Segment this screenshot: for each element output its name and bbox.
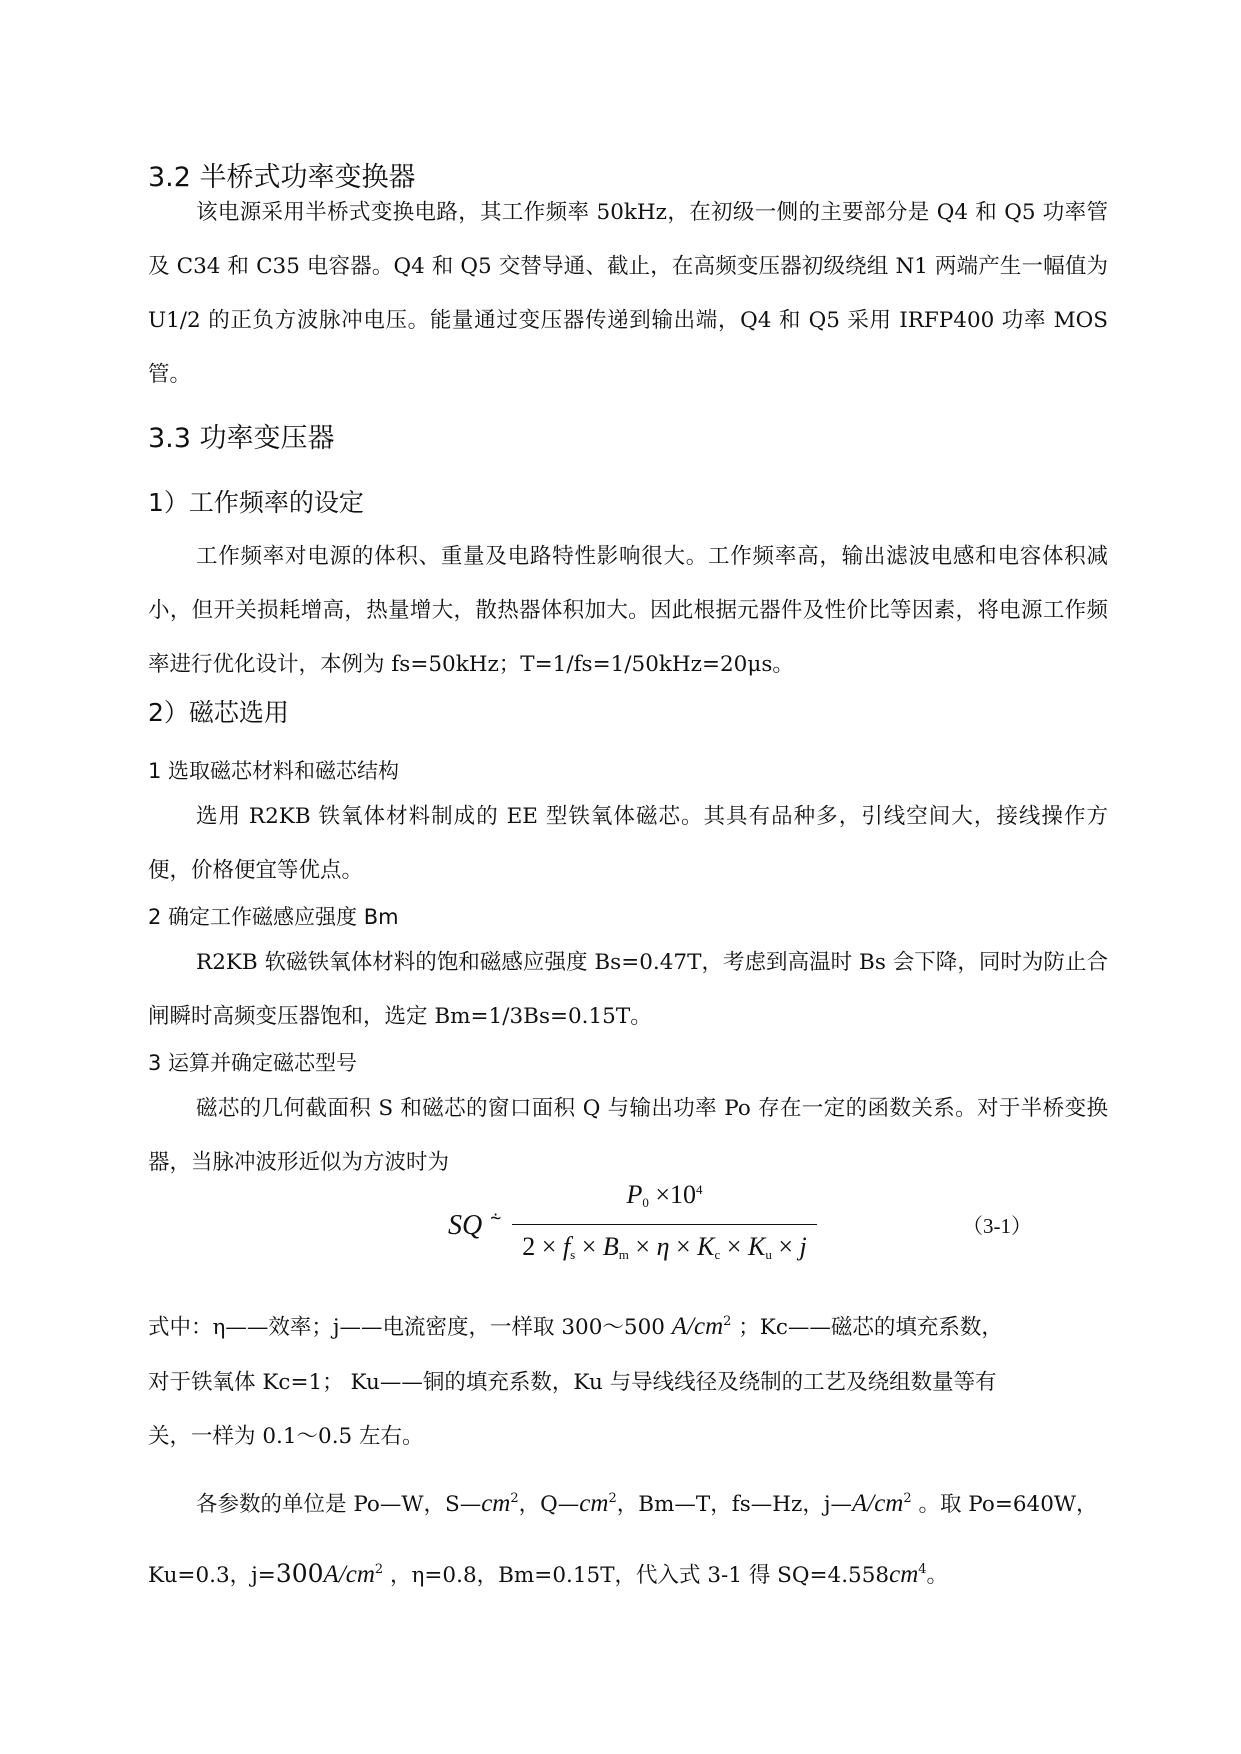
item-2-paragraph: R2KB 软磁铁氧体材料的饱和磁感应强度 Bs=0.47T，考虑到高温时 Bs 会下降，同时为防止合闸瞬时高频变压器饱和，选定 Bm=1/3Bs=0.15T。 [148, 950, 1108, 1029]
formula-numerator-sub: 0 [642, 1195, 649, 1210]
where-line-3: 关，一样为 0.1～0.5 左右。 [148, 1424, 424, 1449]
formula-lhs: SQ [448, 1210, 483, 1241]
formula-fraction-bar [512, 1224, 817, 1225]
unit-current-density: A/cm [671, 1313, 724, 1340]
item-heading-2: 2 确定工作磁感应强度 Bm [148, 905, 399, 929]
formula-numerator-sup: 4 [696, 1182, 703, 1197]
formula-numerator [512, 1180, 817, 1210]
where-line-2: 对于铁氧体 Kc=1； Ku——铜的填充系数，Ku 与导线线径及绕制的工艺及绕组数量等有 [148, 1370, 997, 1395]
section-heading-3-2: 3.2 半桥式功率变换器 [148, 162, 416, 193]
formula-proportional-symbol: ⸞ [490, 1206, 502, 1230]
item-heading-3: 3 运算并确定磁芯型号 [148, 1051, 358, 1075]
formula-numerator-times: ×10 [648, 1180, 697, 1209]
subsection-1-paragraph: 工作频率对电源的体积、重量及电路特性影响很大。工作频率高，输出滤波电感和电容体积减小，但开关损耗增高，热量增大，散热器体积加大。因此根据元器件及性价比等因素，将电源工作频率进行优化设计，本例为 fs=50kHz；T=1/fs=1/50kHz=20μs。 [148, 544, 1108, 677]
section-heading-3-3: 3.3 功率变压器 [148, 423, 335, 454]
subsection-heading-2: 2）磁芯选用 [148, 698, 289, 727]
formula-number: （3-1） [962, 1214, 1032, 1238]
formula-denominator: $2 \times f_s \times B_m \times \eta \times K_c \times K_u \times j$ [522, 1232, 807, 1262]
item-3-paragraph: 磁芯的几何截面积 S 和磁芯的窗口面积 Q 与输出功率 Po 存在一定的函数关系。对于半桥变换器，当脉冲波形近似为方波时为 [148, 1096, 1108, 1175]
item-heading-1: 1 选取磁芯材料和磁芯结构 [148, 759, 400, 783]
units-line-1: 各参数的单位是 Po—W，$S—cm^2$，$Q—cm^2$，Bm—T，fs—Hz，$j—A/cm^2$ 。取 Po=640W， [196, 1490, 1098, 1517]
where-line-1: 式中：η——效率；j——电流密度，一样取 300～500 $A/cm^2$ ；Kc——磁芯的填充系数， [148, 1313, 1003, 1340]
subsection-heading-1: 1）工作频率的设定 [148, 488, 364, 517]
item-1-paragraph: 选用 R2KB 铁氧体材料制成的 EE 型铁氧体磁芯。其具有品种多，引线空间大，接线操作方便，价格便宜等优点。 [148, 804, 1108, 883]
formula-numerator-p: P [626, 1180, 643, 1209]
units-line-2: Ku=0.3，$j=300A/cm^2$ ，η=0.8，Bm=0.15T，代入式 3-1 得 $SQ=4.558cm^4$。 [148, 1559, 949, 1588]
section-3-2-paragraph: 该电源采用半桥式变换电路，其工作频率 50kHz，在初级一侧的主要部分是 Q4 和 Q5 功率管及 C34 和 C35 电容器。Q4 和 Q5 交替导通、截止，在高频变压器初级绕组 N1 两端产生一幅值为 U1/2 的正负方波脉冲电压。能量通过变压器传递到输出端，Q4 和 Q5 采用 IRFP400 功率 MOS 管。 [148, 200, 1108, 387]
formula-3-1 [0, 1180, 1241, 1290]
